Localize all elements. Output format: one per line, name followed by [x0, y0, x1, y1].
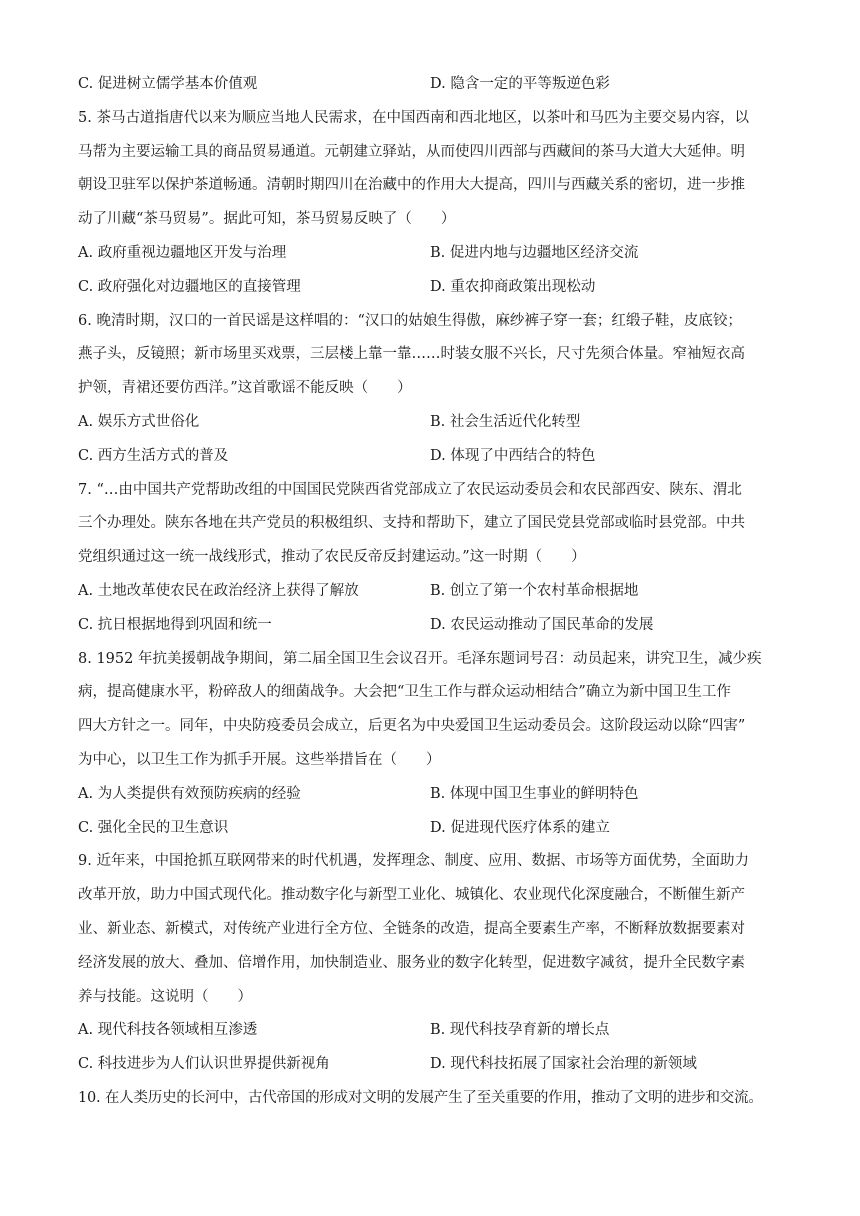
- question-stem-line: 9. 近年来，中国抢抓互联网带来的时代机遇，发挥理念、制度、应用、数据、市场等方面优势，全面助力: [78, 853, 749, 870]
- option-b: B. 体现中国卫生事业的鲜明特色: [430, 785, 639, 802]
- question-stem-line: 四大方针之一。同年，中央防疫委员会成立，后更名为中央爱国卫生运动委员会。这阶段运动以除“四害”: [78, 718, 746, 735]
- question-stem-line: 党组织通过这一统一战线形式，推动了农民反帝反封建运动。”这一时期（ ）: [78, 549, 586, 566]
- options-row: [78, 1048, 810, 1082]
- option-a: A. 政府重视边疆地区开发与治理: [78, 244, 287, 261]
- option-b: B. 创立了第一个农村革命根据地: [430, 582, 639, 599]
- option-d: D. 现代科技拓展了国家社会治理的新领域: [430, 1056, 697, 1073]
- prev-question-options: [78, 68, 810, 102]
- options-row: [78, 575, 810, 609]
- question-7: [78, 474, 810, 643]
- option-c: C. 抗日根据地得到巩固和统一: [78, 616, 272, 633]
- option-a: A. 土地改革使农民在政治经济上获得了解放: [78, 582, 359, 599]
- options-row: [78, 778, 810, 812]
- question-8: [78, 643, 810, 846]
- options-row: [78, 1014, 810, 1048]
- exam-page: [78, 68, 810, 1116]
- option-c: C. 强化全民的卫生意识: [78, 819, 229, 836]
- option-d: D. 重农抑商政策出现松动: [430, 278, 596, 295]
- question-stem-line: 业、新业态、新模式，对传统产业进行全方位、全链条的改造，提高全要素生产率，不断释放数据要素对: [78, 920, 745, 937]
- options-row: [78, 271, 810, 305]
- option-d: D. 农民运动推动了国民革命的发展: [430, 616, 654, 633]
- options-row: [78, 609, 810, 643]
- option-d: D. 隐含一定的平等叛逆色彩: [430, 76, 610, 92]
- question-stem-line: 10. 在人类历史的长河中，古代帝国的形成对文明的发展产生了至关重要的作用，推动了文明的进步和交流。: [78, 1089, 763, 1106]
- question-stem-line: 病，提高健康水平，粉碎敌人的细菌战争。大会把“卫生工作与群众运动相结合”确立为新中国卫生工作: [78, 684, 731, 701]
- question-stem-line: 动了川藏“茶马贸易”。据此可知，茶马贸易反映了（ ）: [78, 211, 456, 228]
- question-9: [78, 845, 810, 1082]
- option-d: D. 体现了中西结合的特色: [430, 447, 596, 464]
- options-row: [78, 440, 810, 474]
- question-stem-line: 三个办理处。陕东各地在共产党员的积极组织、支持和帮助下，建立了国民党县党部或临时县党部。中共: [78, 515, 745, 532]
- option-b: B. 社会生活近代化转型: [430, 413, 581, 430]
- question-stem-line: 燕子头，反镜照；新市场里买戏票，三层楼上靠一靠……时装女服不兴长，尺寸先须合体量。窄袖短衣高: [78, 346, 745, 363]
- question-stem-line: 朝设卫驻军以保护茶道畅通。清朝时期四川在治藏中的作用大大提高，四川与西藏关系的密切，进一步推: [78, 177, 745, 194]
- option-c: C. 促进树立儒学基本价值观: [78, 76, 258, 92]
- options-row: [78, 812, 810, 846]
- options-row: [78, 237, 810, 271]
- question-stem-line: 8. 1952 年抗美援朝战争期间，第二届全国卫生会议召开。毛泽东题词号召：动员起来，讲究卫生，减少疾: [78, 650, 762, 667]
- question-stem-line: 经济发展的放大、叠加、倍增作用，加快制造业、服务业的数字化转型，促进数字减贫，提升全民数字素: [78, 954, 745, 971]
- option-b: B. 促进内地与边疆地区经济交流: [430, 244, 639, 261]
- question-stem-line: 5. 茶马古道指唐代以来为顺应当地人民需求，在中国西南和西北地区，以茶叶和马匹为主要交易内容，以: [78, 109, 749, 126]
- question-stem-line: 护领，青裙还要仿西洋。”这首歌谣不能反映（ ）: [78, 380, 412, 397]
- question-stem-line: 马帮为主要运输工具的商品贸易通道。元朝建立驿站，从而使四川西部与西藏间的茶马大道大大延伸。明: [78, 143, 745, 160]
- option-a: A. 现代科技各领域相互渗透: [78, 1022, 258, 1039]
- question-stem-line: 改革开放，助力中国式现代化。推动数字化与新型工业化、城镇化、农业现代化深度融合，不断催生新产: [78, 887, 745, 904]
- question-stem-line: 养与技能。这说明（ ）: [78, 988, 252, 1005]
- option-b: B. 现代科技孕育新的增长点: [430, 1022, 610, 1039]
- option-d: D. 促进现代医疗体系的建立: [430, 819, 610, 836]
- option-c: C. 西方生活方式的普及: [78, 447, 229, 464]
- options-row: [78, 406, 810, 440]
- option-c: C. 科技进步为人们认识世界提供新视角: [78, 1056, 330, 1073]
- option-a: A. 为人类提供有效预防疾病的经验: [78, 785, 301, 802]
- question-10: [78, 1082, 810, 1116]
- option-c: C. 政府强化对边疆地区的直接管理: [78, 278, 301, 295]
- question-5: [78, 102, 810, 305]
- question-stem-line: 为中心，以卫生工作为抓手开展。这些举措旨在（ ）: [78, 751, 441, 768]
- question-stem-line: 7. “…由中国共产党帮助改组的中国国民党陕西省党部成立了农民运动委员会和农民部西安、陕东、渭北: [78, 481, 742, 498]
- question-stem-line: 6. 晚清时期，汉口的一首民谣是这样唱的：“汉口的姑娘生得傲，麻纱裤子穿一套；红缎子鞋，皮底铰；: [78, 312, 742, 329]
- question-6: [78, 305, 810, 474]
- option-a: A. 娱乐方式世俗化: [78, 413, 200, 430]
